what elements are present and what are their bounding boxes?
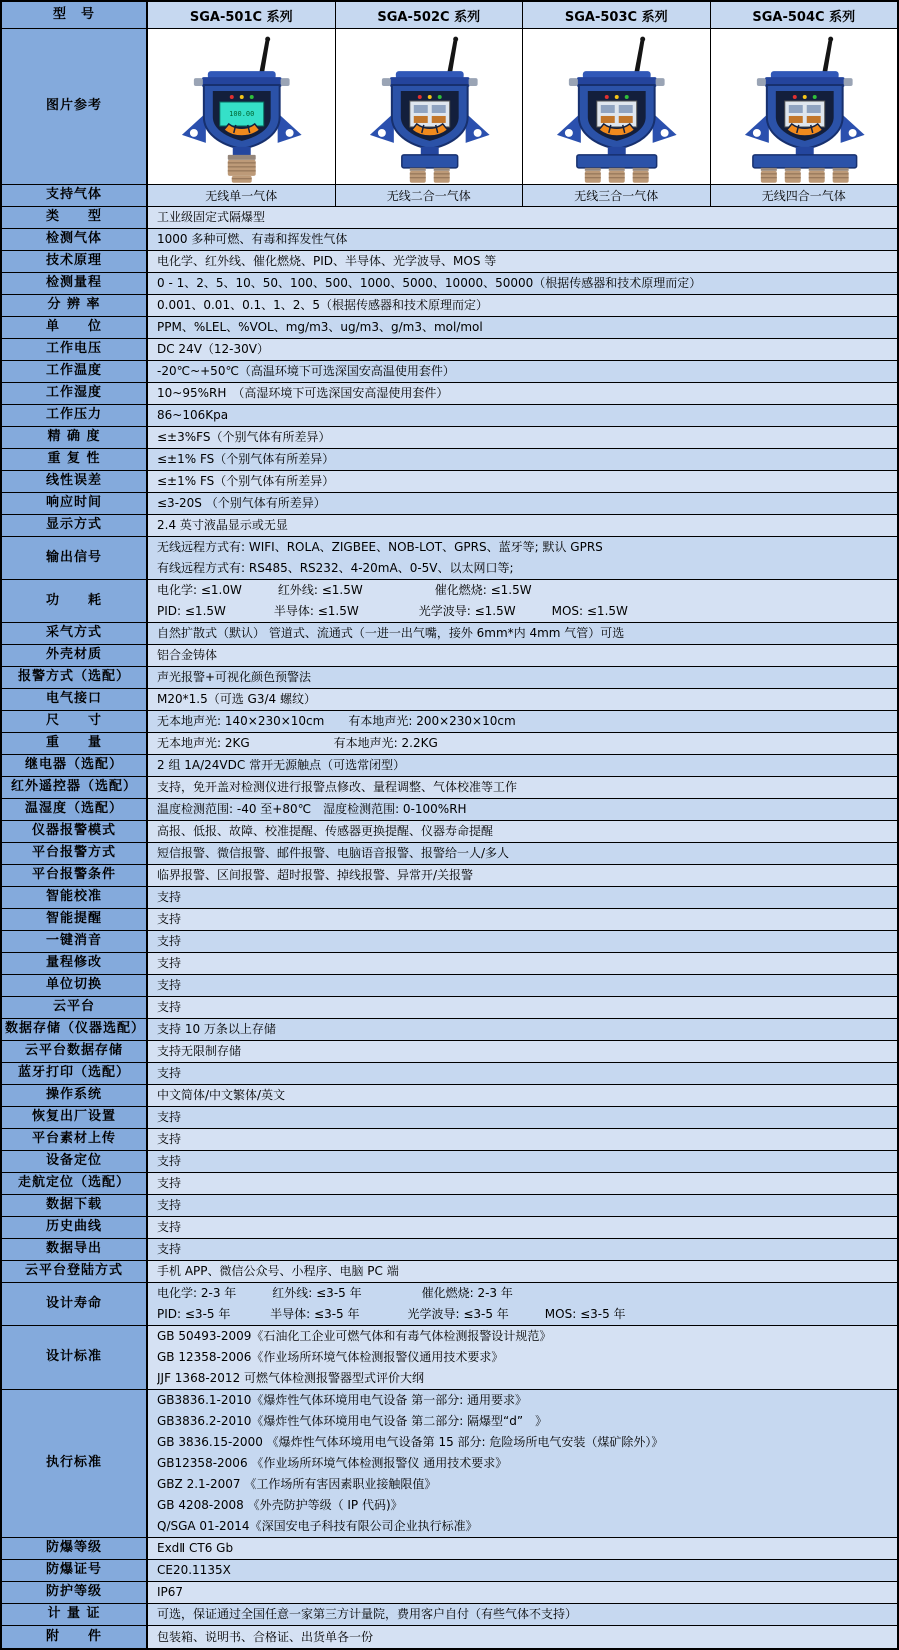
spec-row [2, 733, 897, 755]
spec-value-line: 自然扩散式（默认） 管道式、流通式（一进一出气嘴，接外 6mm*内 4mm 气管）可选 [157, 626, 625, 640]
spec-row [2, 295, 897, 317]
image-cell-sga-501c [148, 29, 336, 184]
spec-row [2, 997, 897, 1019]
sga-501c-device-image [148, 29, 335, 184]
spec-row-value [148, 449, 897, 470]
spec-value-line: 支持 10 万条以上存储 [157, 1022, 276, 1036]
spec-value-line: 电化学、红外线、催化燃烧、PID、半导体、光学波导、MOS 等 [157, 254, 497, 268]
spec-row [2, 383, 897, 405]
spec-row [2, 229, 897, 251]
spec-row-label: 一键消音 [2, 931, 148, 952]
spec-row-label: 智能提醒 [2, 909, 148, 930]
spec-value-line: CE20.1135X [157, 1563, 231, 1577]
spec-row-label: 平台素材上传 [2, 1129, 148, 1150]
svg-text:100.00: 100.00 [229, 109, 255, 118]
spec-row-value [148, 515, 897, 536]
spec-row [2, 427, 897, 449]
spec-row-label: 量程修改 [2, 953, 148, 974]
spec-row-label: 工作电压 [2, 339, 148, 360]
spec-value-line: 支持，免开盖对检测仪进行报警点修改、量程调整、气体校准等工作 [157, 780, 518, 794]
spec-row [2, 1085, 897, 1107]
spec-value-line: 支持 [157, 912, 182, 926]
spec-row-label: 操作系统 [2, 1085, 148, 1106]
spec-value-line: JJF 1368-2012 可燃气体检测报警器型式评价大纲 [157, 1371, 425, 1385]
spec-row-label: 附 件 [2, 1626, 148, 1648]
spec-row [2, 1173, 897, 1195]
spec-row [2, 493, 897, 515]
spec-row-value [148, 887, 897, 908]
spec-value-line: ≤3-20S （个别气体有所差异） [157, 496, 326, 510]
spec-row-value [148, 1085, 897, 1106]
spec-row-value [148, 580, 897, 622]
spec-value-line: 2 组 1A/24VDC 常开无源触点（可选常闭型） [157, 758, 406, 772]
spec-row-value [148, 931, 897, 952]
spec-row [2, 1538, 897, 1560]
spec-row-label: 仪器报警模式 [2, 821, 148, 842]
image-cell-sga-502c [336, 29, 524, 184]
spec-row-label: 红外遥控器（选配） [2, 777, 148, 798]
image-row-label: 图片参考 [2, 29, 148, 184]
spec-row-label: 历史曲线 [2, 1217, 148, 1238]
spec-row-value [148, 953, 897, 974]
spec-row-value [148, 1626, 897, 1648]
spec-value-line: 有线远程方式有: RS485、RS232、4-20mA、0-5V、以太网口等; [157, 561, 514, 575]
spec-row [2, 1582, 897, 1604]
spec-row-value [148, 1041, 897, 1062]
spec-row [2, 1326, 897, 1390]
spec-row-value [148, 1326, 897, 1389]
spec-value-line: 支持 [157, 1132, 182, 1146]
sga-502c-device-image [336, 29, 523, 184]
spec-row-label: 防爆证号 [2, 1560, 148, 1581]
spec-value-line: 手机 APP、微信公众号、小程序、电脑 PC 端 [157, 1264, 399, 1278]
spec-row-value [148, 733, 897, 754]
spec-value-line: 支持 [157, 1176, 182, 1190]
spec-row-value [148, 997, 897, 1018]
spec-row-label: 显示方式 [2, 515, 148, 536]
spec-row-label: 重 复 性 [2, 449, 148, 470]
spec-row-label: 响应时间 [2, 493, 148, 514]
spec-row [2, 251, 897, 273]
spec-row-label: 外壳材质 [2, 645, 148, 666]
spec-row-value [148, 1019, 897, 1040]
spec-row-label: 平台报警方式 [2, 843, 148, 864]
spec-value-line: Q/SGA 01-2014《深国安电子科技有限公司企业执行标准》 [157, 1519, 478, 1533]
spec-row-label: 继电器（选配） [2, 755, 148, 776]
spec-row-value [148, 623, 897, 644]
spec-row [2, 1560, 897, 1582]
spec-value-line: 2.4 英寸液晶显示或无显 [157, 518, 288, 532]
spec-value-line: 无线远程方式有: WIFI、ROLA、ZIGBEE、NOB-LOT、GPRS、蓝牙等; 默认 GPRS [157, 540, 603, 554]
spec-row [2, 339, 897, 361]
spec-value-line: DC 24V（12-30V） [157, 342, 269, 356]
spec-row [2, 449, 897, 471]
spec-row [2, 1239, 897, 1261]
spec-value-line: 温度检测范围: -40 至+80℃ 湿度检测范围: 0-100%RH [157, 802, 467, 816]
spec-row-value [148, 1538, 897, 1559]
spec-value-line: 无本地声光: 140×230×10cm 有本地声光: 200×230×10cm [157, 714, 516, 728]
spec-value-line: 工业级固定式隔爆型 [157, 210, 266, 224]
spec-row-value [148, 207, 897, 228]
spec-row-value [148, 1173, 897, 1194]
spec-row [2, 1063, 897, 1085]
spec-row [2, 645, 897, 667]
spec-value-line: 支持 [157, 978, 182, 992]
spec-row-value [148, 821, 897, 842]
spec-value-line: 短信报警、微信报警、邮件报警、电脑语音报警、报警给一人/多人 [157, 846, 510, 860]
spec-row-value [148, 1560, 897, 1581]
spec-row-label: 防护等级 [2, 1582, 148, 1603]
spec-row [2, 361, 897, 383]
spec-row-value [148, 251, 897, 272]
spec-value-line: 支持 [157, 1000, 182, 1014]
spec-value-line: GB 12358-2006《作业场所环境气体检测报警仪通用技术要求》 [157, 1350, 504, 1364]
spec-row-label: 温湿度（选配） [2, 799, 148, 820]
supported-gas-label: 支持气体 [2, 185, 148, 206]
spec-row [2, 471, 897, 493]
spec-row-label: 执行标准 [2, 1390, 148, 1537]
model-name-sga-502c: SGA-502C 系列 [336, 2, 524, 28]
spec-row [2, 865, 897, 887]
spec-row-label: 电气接口 [2, 689, 148, 710]
model-header-label: 型 号 [2, 2, 148, 28]
spec-row-value [148, 471, 897, 492]
spec-rows [2, 207, 897, 1648]
spec-row-value [148, 405, 897, 426]
spec-value-line: 支持 [157, 1154, 182, 1168]
spec-value-line: GB12358-2006 《作业场所环境气体检测报警仪 通用技术要求》 [157, 1456, 508, 1470]
spec-row [2, 1283, 897, 1326]
spec-value-line: 支持 [157, 1110, 182, 1124]
spec-value-line: ≤±1% FS（个别气体有所差异） [157, 474, 335, 488]
spec-row [2, 1261, 897, 1283]
spec-row-value [148, 1217, 897, 1238]
spec-row-label: 蓝牙打印（选配） [2, 1063, 148, 1084]
spec-row [2, 1151, 897, 1173]
spec-row [2, 975, 897, 997]
spec-row [2, 405, 897, 427]
spec-row [2, 821, 897, 843]
spec-value-line: M20*1.5（可选 G3/4 螺纹） [157, 692, 316, 706]
spec-value-line: PPM、%LEL、%VOL、mg/m3、ug/m3、g/m3、mol/mol [157, 320, 483, 334]
supported-gas-sga-501c: 无线单一气体 [148, 185, 336, 206]
spec-row-value [148, 799, 897, 820]
spec-value-line: 可选，保证通过全国任意一家第三方计量院，费用客户自付（有些气体不支持） [157, 1607, 578, 1621]
supported-gas-sga-504c: 无线四合一气体 [711, 185, 898, 206]
spec-value-line: 包装箱、说明书、合格证、出货单各一份 [157, 1629, 374, 1644]
spec-row-value [148, 975, 897, 996]
spec-value-line: 电化学: 2-3 年 红外线: ≤3-5 年 催化燃烧: 2-3 年 [157, 1286, 513, 1300]
spec-value-line: GB 50493-2009《石油化工企业可燃气体和有毒气体检测报警设计规范》 [157, 1329, 552, 1343]
spec-row [2, 689, 897, 711]
spec-row-label: 平台报警条件 [2, 865, 148, 886]
spec-row-label: 单位切换 [2, 975, 148, 996]
spec-row [2, 273, 897, 295]
model-name-sga-503c: SGA-503C 系列 [523, 2, 711, 28]
spec-value-line: 支持 [157, 1242, 182, 1256]
spec-row-value [148, 689, 897, 710]
image-reference-row [2, 29, 897, 185]
spec-row-value [148, 909, 897, 930]
spec-row [2, 1217, 897, 1239]
spec-row [2, 515, 897, 537]
spec-row [2, 799, 897, 821]
spec-row-label: 数据下载 [2, 1195, 148, 1216]
spec-row-value [148, 711, 897, 732]
spec-value-line: ≤±3%FS（个别气体有所差异） [157, 430, 331, 444]
sga-503c-device-image [523, 29, 710, 184]
spec-value-line: 10~95%RH （高湿环境下可选深国安高湿使用套件） [157, 386, 449, 400]
spec-row [2, 580, 897, 623]
spec-row-label: 精 确 度 [2, 427, 148, 448]
spec-row-value [148, 317, 897, 338]
spec-value-line: 支持 [157, 1220, 182, 1234]
spec-row [2, 623, 897, 645]
spec-value-line: -20℃~+50℃（高温环境下可选深国安高温使用套件） [157, 364, 455, 378]
spec-value-line: GB 4208-2008 《外壳防护等级（ IP 代码)》 [157, 1498, 403, 1512]
spec-row [2, 317, 897, 339]
spec-row-value [148, 1283, 897, 1325]
spec-row-label: 检测量程 [2, 273, 148, 294]
spec-value-line: 0 - 1、2、5、10、50、100、500、1000、5000、10000、50000（根据传感器和技术原理而定） [157, 276, 702, 290]
spec-row [2, 1195, 897, 1217]
spec-row [2, 667, 897, 689]
spec-row-value [148, 1390, 897, 1537]
spec-row [2, 1107, 897, 1129]
spec-row-value [148, 843, 897, 864]
spec-row [2, 1129, 897, 1151]
spec-row-label: 尺 寸 [2, 711, 148, 732]
spec-row-label: 分 辨 率 [2, 295, 148, 316]
spec-value-line: GBZ 2.1-2007 《工作场所有害因素职业接触限值》 [157, 1477, 437, 1491]
spec-row [2, 1626, 897, 1648]
spec-row-label: 数据导出 [2, 1239, 148, 1260]
spec-row [2, 755, 897, 777]
spec-row-label: 类 型 [2, 207, 148, 228]
spec-row-value [148, 1129, 897, 1150]
spec-row-label: 检测气体 [2, 229, 148, 250]
spec-value-line: 支持 [157, 956, 182, 970]
spec-value-line: PID: ≤3-5 年 半导体: ≤3-5 年 光学波导: ≤3-5 年 MOS: ≤3-5 年 [157, 1307, 626, 1321]
spec-row-value [148, 667, 897, 688]
spec-row-label: 设备定位 [2, 1151, 148, 1172]
spec-row [2, 537, 897, 580]
spec-row-label: 计 量 证 [2, 1604, 148, 1625]
spec-row [2, 207, 897, 229]
spec-row-label: 走航定位（选配） [2, 1173, 148, 1194]
spec-row [2, 843, 897, 865]
spec-row-label: 云平台登陆方式 [2, 1261, 148, 1282]
spec-row-label: 报警方式（选配） [2, 667, 148, 688]
spec-row-value [148, 361, 897, 382]
spec-value-line: 86~106Kpa [157, 408, 229, 422]
spec-value-line: 中文简体/中文繁体/英文 [157, 1088, 286, 1102]
spec-row [2, 1041, 897, 1063]
spec-value-line: GB3836.1-2010《爆炸性气体环境用电气设备 第一部分: 通用要求》 [157, 1393, 528, 1407]
spec-row-value [148, 537, 897, 579]
spec-value-line: 1000 多种可燃、有毒和挥发性气体 [157, 232, 348, 246]
spec-row-label: 工作温度 [2, 361, 148, 382]
spec-row [2, 909, 897, 931]
spec-value-line: 临界报警、区间报警、超时报警、掉线报警、异常开/关报警 [157, 868, 474, 882]
spec-row-label: 采气方式 [2, 623, 148, 644]
spec-row [2, 777, 897, 799]
spec-row [2, 1019, 897, 1041]
spec-value-line: 支持 [157, 890, 182, 904]
spec-row-value [148, 645, 897, 666]
image-cell-sga-504c [711, 29, 898, 184]
spec-row-value [148, 427, 897, 448]
spec-row-label: 设计寿命 [2, 1283, 148, 1325]
spec-value-line: ≤±1% FS（个别气体有所差异） [157, 452, 335, 466]
spec-value-line: ExdⅡ CT6 Gb [157, 1541, 234, 1555]
spec-row-label: 防爆等级 [2, 1538, 148, 1559]
spec-row [2, 1604, 897, 1626]
spec-row-value [148, 273, 897, 294]
spec-row [2, 887, 897, 909]
spec-row-value [148, 1063, 897, 1084]
spec-row-value [148, 1107, 897, 1128]
spec-value-line: 0.001、0.01、0.1、1、2、5（根据传感器和技术原理而定） [157, 298, 489, 312]
spec-row [2, 711, 897, 733]
spec-value-line: 电化学: ≤1.0W 红外线: ≤1.5W 催化燃烧: ≤1.5W [157, 583, 532, 597]
spec-row-value [148, 755, 897, 776]
spec-value-line: 支持无限制存储 [157, 1044, 242, 1058]
spec-row-label: 智能校准 [2, 887, 148, 908]
model-name-sga-501c: SGA-501C 系列 [148, 2, 336, 28]
image-cell-sga-503c [523, 29, 711, 184]
spec-row-label: 数据存储（仪器选配） [2, 1019, 148, 1040]
spec-row-label: 设计标准 [2, 1326, 148, 1389]
spec-row-value [148, 1239, 897, 1260]
spec-value-line: 支持 [157, 1198, 182, 1212]
spec-row-value [148, 1604, 897, 1625]
spec-row-value [148, 777, 897, 798]
spec-row-value [148, 229, 897, 250]
spec-row-label: 云平台 [2, 997, 148, 1018]
spec-row [2, 931, 897, 953]
spec-row-value [148, 1151, 897, 1172]
spec-row-value [148, 493, 897, 514]
spec-row-label: 工作湿度 [2, 383, 148, 404]
spec-row-label: 工作压力 [2, 405, 148, 426]
spec-value-line: 支持 [157, 1066, 182, 1080]
spec-row-label: 技术原理 [2, 251, 148, 272]
spec-row-label: 单 位 [2, 317, 148, 338]
spec-value-line: 无本地声光: 2KG 有本地声光: 2.2KG [157, 736, 438, 750]
spec-row-label: 输出信号 [2, 537, 148, 579]
spec-row-label: 功 耗 [2, 580, 148, 622]
spec-row [2, 1390, 897, 1538]
spec-row-value [148, 295, 897, 316]
spec-row-value [148, 865, 897, 886]
spec-row-label: 恢复出厂设置 [2, 1107, 148, 1128]
spec-row-value [148, 1195, 897, 1216]
spec-value-line: IP67 [157, 1585, 184, 1599]
spec-row-label: 云平台数据存储 [2, 1041, 148, 1062]
spec-row-label: 线性误差 [2, 471, 148, 492]
spec-value-line: 高报、低报、故障、校准提醒、传感器更换提醒、仪器寿命提醒 [157, 824, 494, 838]
model-header-row [2, 2, 897, 29]
spec-value-line: 支持 [157, 934, 182, 948]
sga-504c-device-image [711, 29, 898, 184]
supported-gas-sga-502c: 无线二合一气体 [336, 185, 524, 206]
model-name-sga-504c: SGA-504C 系列 [711, 2, 898, 28]
spec-row-value [148, 339, 897, 360]
spec-row-value [148, 1582, 897, 1603]
spec-value-line: GB 3836.15-2000 《爆炸性气体环境用电气设备第 15 部分: 危险场所电气安装（煤矿除外）》 [157, 1435, 664, 1449]
spec-value-line: 铝合金铸体 [157, 648, 218, 662]
spec-row-value [148, 1261, 897, 1282]
spec-value-line: 声光报警+可视化颜色预警法 [157, 670, 312, 684]
spec-row-value [148, 383, 897, 404]
spec-value-line: PID: ≤1.5W 半导体: ≤1.5W 光学波导: ≤1.5W MOS: ≤1.5W [157, 604, 628, 618]
supported-gas-sga-503c: 无线三合一气体 [523, 185, 711, 206]
spec-row [2, 953, 897, 975]
spec-value-line: GB3836.2-2010《爆炸性气体环境用电气设备 第二部分: 隔爆型“d” 》 [157, 1414, 548, 1428]
spec-row-label: 重 量 [2, 733, 148, 754]
supported-gas-row [2, 185, 897, 207]
